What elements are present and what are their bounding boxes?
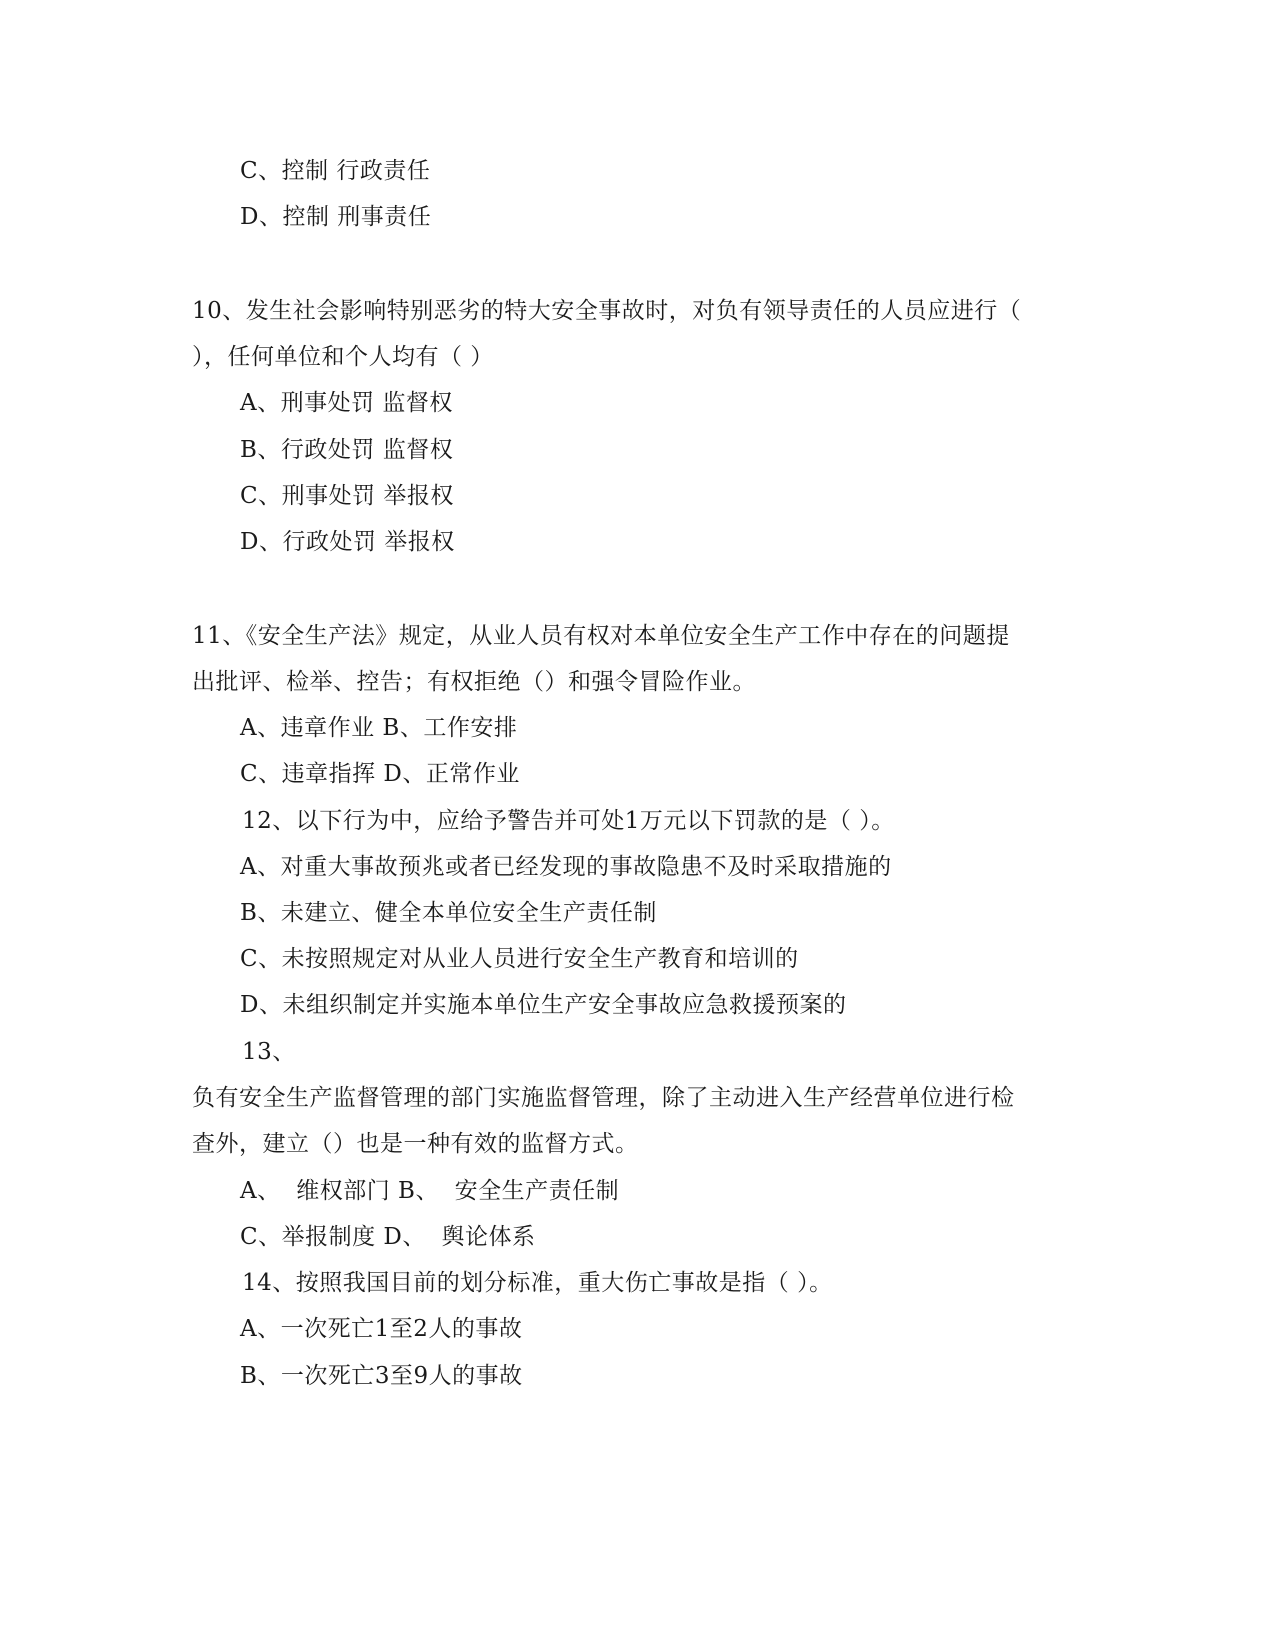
q9-option-c: C、控制 行政责任 [240,158,431,184]
q12-option-a: A、对重大事故预兆或者已经发现的事故隐患不及时采取措施的 [240,854,892,880]
q11-stem-line-2: 出批评、检举、控告；有权拒绝（）和强令冒险作业。 [192,669,756,695]
q13-stem-line-2: 查外，建立（）也是一种有效的监督方式。 [192,1131,639,1157]
q11-options-cd: C、违章指挥 D、正常作业 [240,761,520,787]
q9-option-d: D、控制 刑事责任 [240,204,432,230]
q14-stem: 14、按照我国目前的划分标准，重大伤亡事故是指（ ）。 [242,1270,833,1296]
q14-option-b: B、一次死亡3至9人的事故 [240,1363,523,1389]
q10-option-c: C、刑事处罚 举报权 [240,483,454,509]
q11-stem-line-1: 11、《安全生产法》规定，从业人员有权对本单位安全生产工作中存在的问题提 [192,623,1010,649]
q13-number: 13、 [242,1039,296,1065]
q13-options-cd: C、举报制度 D、 舆论体系 [240,1224,536,1250]
q13-options-ab: A、 维权部门 B、 安全生产责任制 [240,1178,620,1204]
q10-stem-line-2: ），任何单位和个人均有（ ） [192,344,494,370]
q12-stem: 12、以下行为中，应给予警告并可处1万元以下罚款的是（ ）。 [242,808,895,834]
q10-option-b: B、行政处罚 监督权 [240,437,454,463]
q11-options-ab: A、违章作业 B、工作安排 [240,715,518,741]
q14-option-a: A、一次死亡1至2人的事故 [240,1316,523,1342]
q10-stem-line-1: 10、发生社会影响特别恶劣的特大安全事故时，对负有领导责任的人员应进行（ [192,298,1022,324]
q12-option-d: D、未组织制定并实施本单位生产安全事故应急救援预案的 [240,992,847,1018]
q10-option-a: A、刑事处罚 监督权 [240,390,453,416]
q12-option-c: C、未按照规定对从业人员进行安全生产教育和培训的 [240,946,799,972]
q10-option-d: D、行政处罚 举报权 [240,529,455,555]
q13-stem-line-1: 负有安全生产监督管理的部门实施监督管理，除了主动进入生产经营单位进行检 [192,1085,1015,1111]
q12-option-b: B、未建立、健全本单位安全生产责任制 [240,900,657,926]
